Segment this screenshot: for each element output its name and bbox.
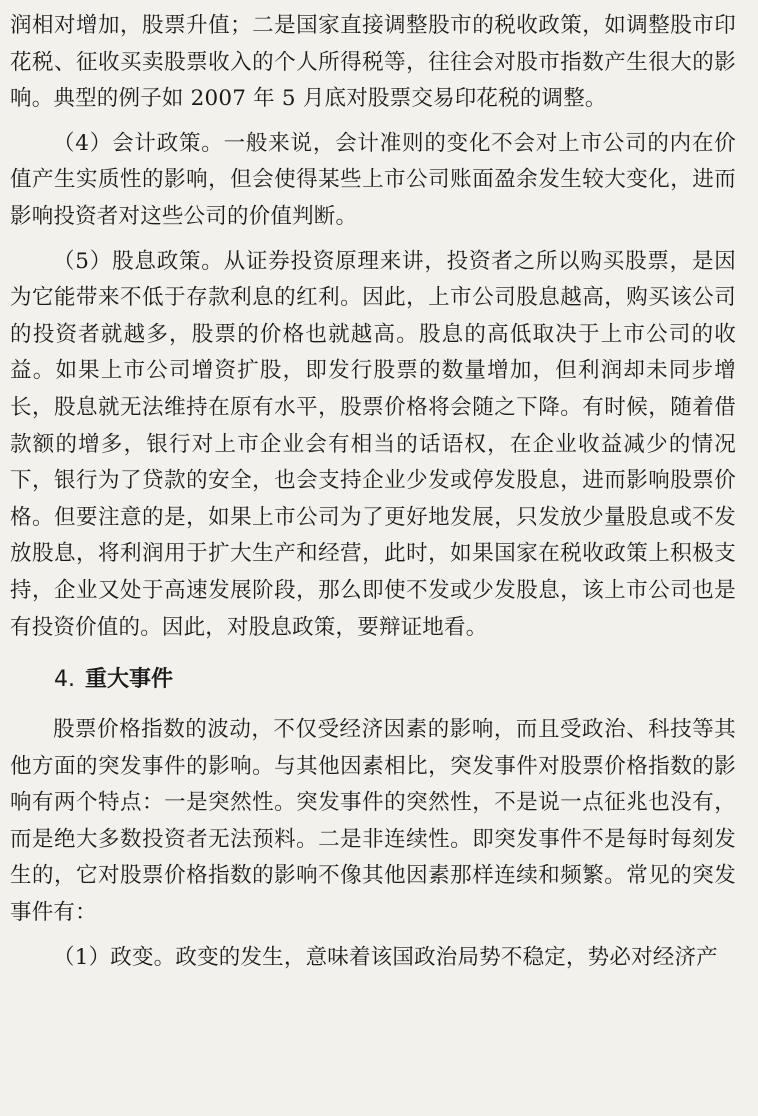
paragraph-tax-policy-continued: 润相对增加，股票升值；二是国家直接调整股市的税收政策，如调整股市印花税、征收买卖股票收入的个人所得税等，往往会对股市指数产生很大的影响。典型的例子如 2007 年 5 月底对股票交易印花税的调整。	[10, 13, 736, 112]
section-heading-major-events	[10, 662, 736, 698]
paragraph-sudden-events: 股票价格指数的波动，不仅受经济因素的影响，而且受政治、科技等其他方面的突发事件的影响。与其他因素相比，突发事件对股票价格指数的影响有两个特点：一是突然性。突发事件的突然性，不是说一点征兆也没有，而是绝大多数投资者无法预料。二是非连续性。即突发事件不是每时每刻发生的，它对股票价格指数的影响不像其他因素那样连续和频繁。常见的突发事件有：	[10, 717, 736, 926]
section-title: 重大事件	[85, 667, 174, 693]
paragraph-dividend-policy: （5）股息政策。从证券投资原理来讲，投资者之所以购买股票，是因为它能带来不低于存款利息的红利。因此，上市公司股息越高，购买该公司的投资者就越多，股票的价格也就越高。股息的高低取决于上市公司的收益。如果上市公司增资扩股，即发行股票的数量增加，但利润却未同步增长，股息就无法维持在原有水平，股票价格将会随之下降。有时候，随着借款额的增多，银行对上市企业会有相当的话语权，在企业收益减少的情况下，银行为了贷款的安全，也会支持企业少发或停发股息，进而影响股票价格。但要注意的是，如果上市公司为了更好地发展，只发放少量股息或不发放股息，将利润用于扩大生产和经营，此时，如果国家在税收政策上积极支持，企业又处于高速发展阶段，那么即使不发或少发股息，该上市公司也是有投资价值的。因此，对股息政策，要辩证地看。	[10, 248, 736, 640]
paragraph-coup: （1）政变。政变的发生，意味着该国政治局势不稳定，势必对经济产	[53, 944, 718, 970]
section-number: 4.	[54, 667, 75, 693]
paragraph-accounting-policy: （4）会计政策。一般来说，会计准则的变化不会对上市公司的内在价值产生实质性的影响，但会使得某些上市公司账面盈余发生较大变化，进而影响投资者对这些公司的价值判断。	[10, 130, 736, 229]
